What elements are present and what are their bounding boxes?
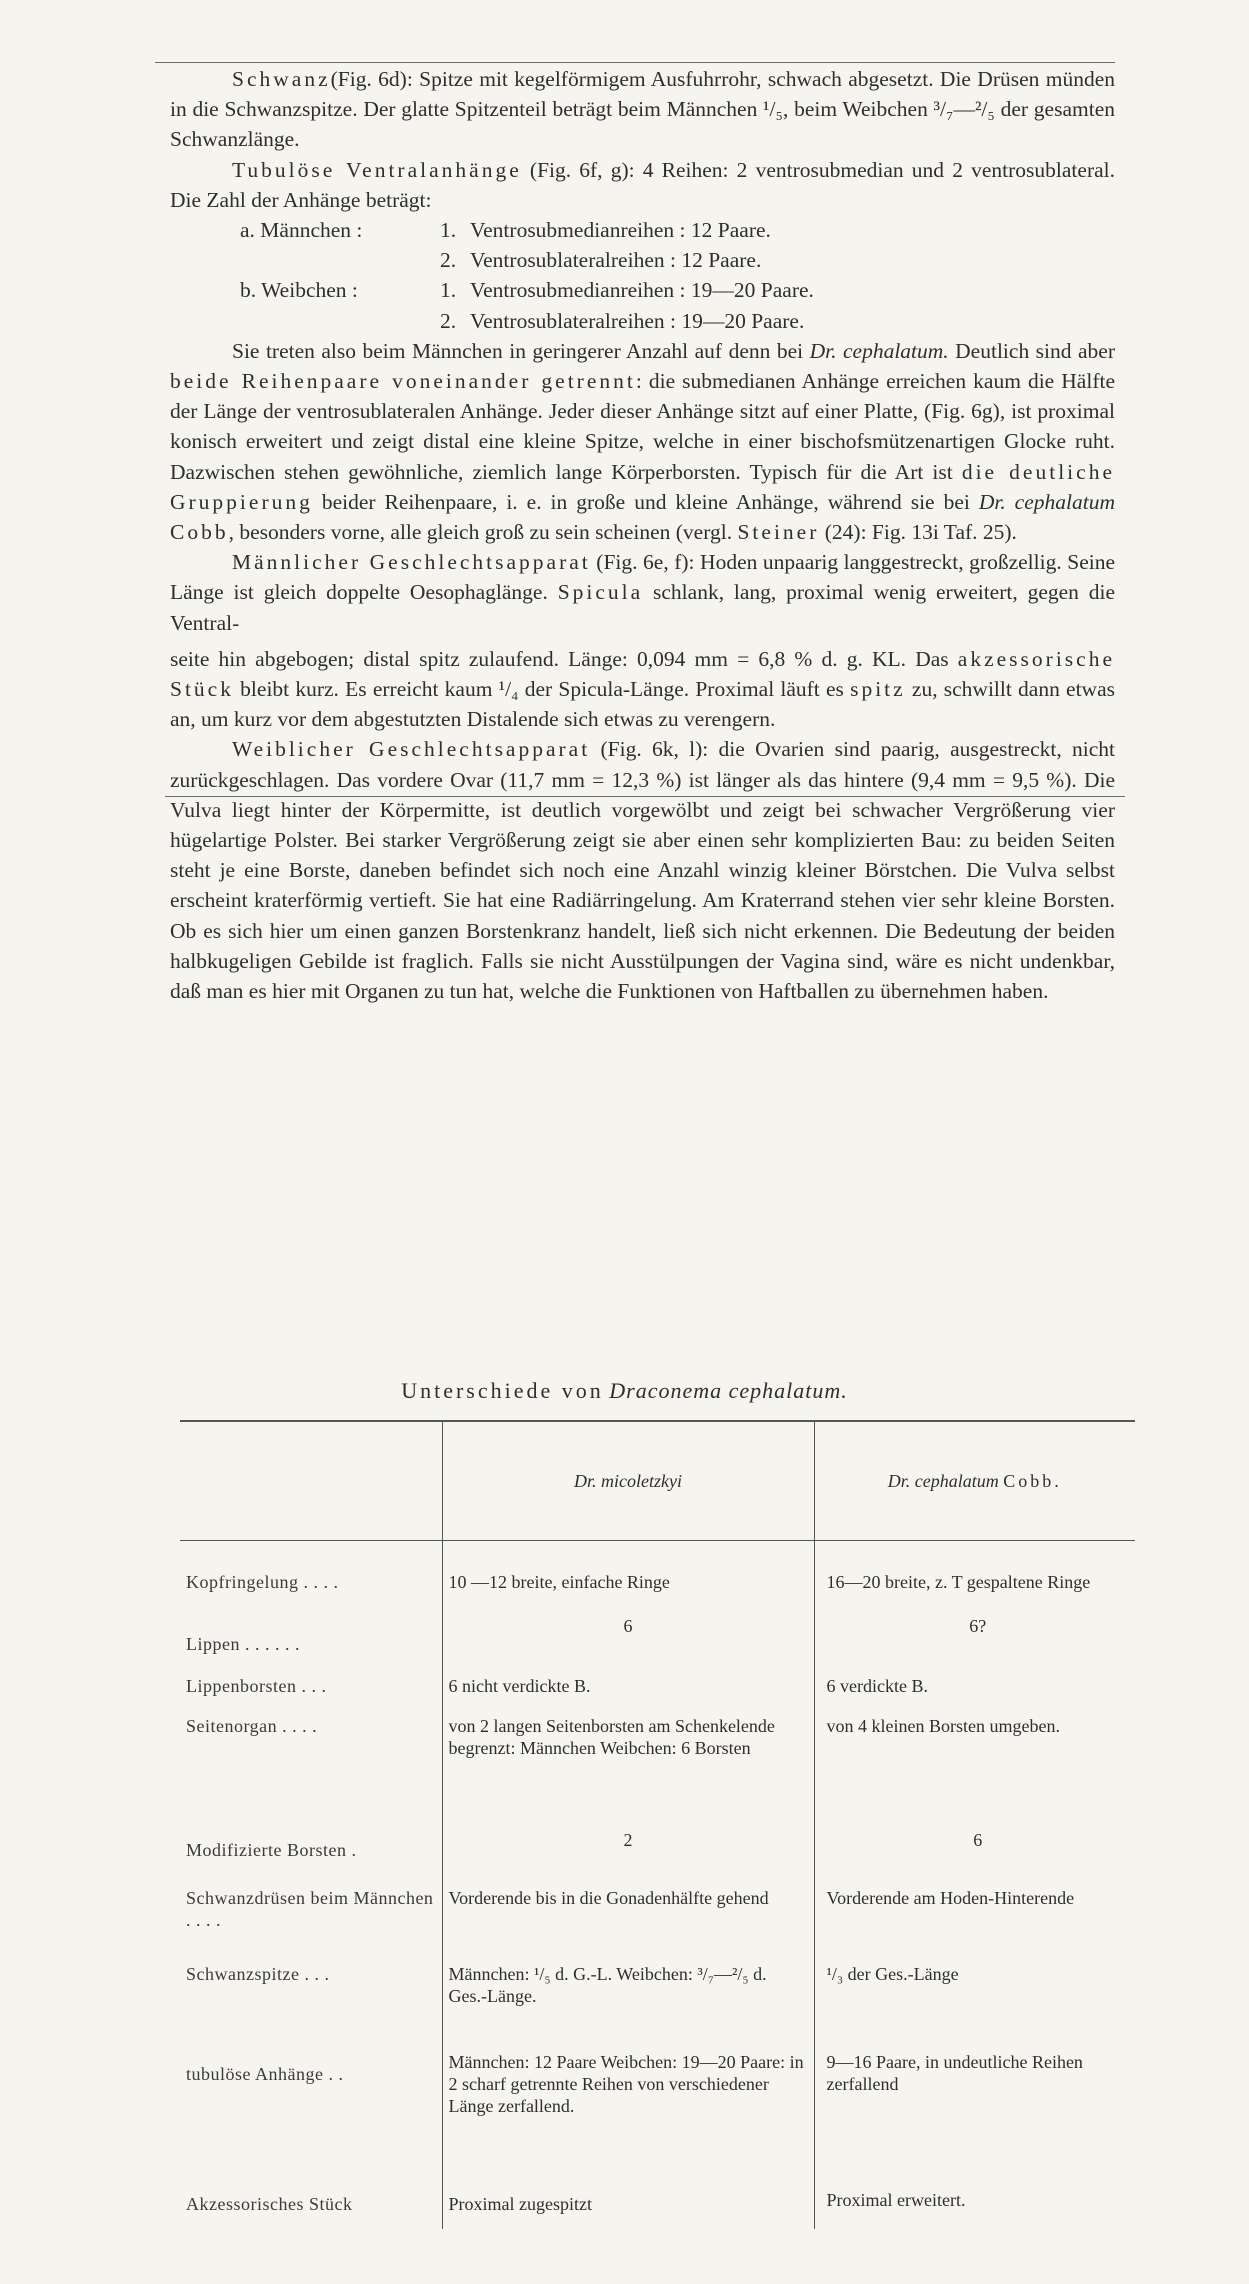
table-header-row — [180, 1421, 1135, 1541]
figure-ref: (Fig. 6d) — [330, 67, 407, 91]
cell-micoletzkyi: 10 —12 breite, einfache Ringe — [442, 1541, 814, 1611]
cell-micoletzkyi: Männchen: ¹/₅ d. G.-L. Weibchen: ³/₇—²/₅ d. Ges.-Länge. — [442, 1953, 814, 2045]
text-run: (Fig. 6k, l): die Ovarien sind paarig, ausgestreckt, nicht zurückgeschlagen. Das vordere Ovar (11,7 mm = 12,3 %) ist länger als das hintere (9,4 mm = 9,5 %). Die Vulva liegt hinter der Körpermitte, ist deutlich vorgewölbt und zeigt bei schwacher Vergrößerung vier hügelartige Polster. Bei starker Vergrößerung zeigt sie aber einen sehr komplizierten Bau: zu beiden Seiten steht je eine Borste, daneben befindet sich noch eine Anzahl winzig kleiner Börstchen. Die Vulva selbst erscheint kraterförmig vertieft. Sie hat eine Radiärringelung. Am Kraterrand stehen vier sehr kleine Borsten. Ob es sich hier um einen ganzen Borstenkranz handelt, ließ sich nicht erkennen. Die Bedeutung der beiden halbkugeligen Gebilde ist fraglich. Falls sie nicht Ausstülpungen der Vagina sind, wäre es nicht undenkbar, daß man es hier mit Organen zu tun hat, welche die Funktionen von Haftballen zu übernehmen haben. — [170, 737, 1115, 1004]
paragraph-tubulose — [170, 155, 1115, 215]
table-row — [180, 1541, 1135, 1611]
row-label: Lippen . . . . . . — [186, 1633, 300, 1654]
list-item-row: Ventrosublateralreihen : 19—20 Paare. — [470, 308, 805, 333]
cell-micoletzkyi: 6 — [442, 1611, 814, 1663]
cell-cephalatum: Proximal erweitert. — [814, 2185, 1135, 2229]
table-row — [180, 2045, 1135, 2185]
cell-micoletzkyi: Männchen: 12 Paare Weibchen: 19—20 Paare: in 2 scharf getrennte Reihen von verschiedener Länge zerfallend. — [442, 2045, 814, 2185]
table-caption — [0, 1378, 1249, 1404]
list-item-number: 1. — [440, 218, 457, 243]
paragraph-sie — [170, 336, 1115, 547]
paragraph-seite — [170, 644, 1115, 735]
list-item-sex: b. Weibchen : — [240, 278, 358, 303]
table-row — [180, 1873, 1135, 1953]
row-label: Seitenorgan . . . . — [186, 1715, 318, 1736]
heading-weiblich: Weiblicher Geschlechtsapparat — [232, 737, 591, 762]
cell-micoletzkyi: Vorderende bis in die Gonadenhälfte gehend — [442, 1873, 814, 1953]
taxon-name: Dr. cephalatum — [978, 489, 1115, 514]
list-item-number: 1. — [440, 278, 457, 303]
row-label: Schwanzdrüsen beim Männchen . . . . — [186, 1887, 434, 1930]
list-item-row: Ventrosubmedianreihen : 12 Paare. — [470, 218, 771, 243]
text-run: bleibt kurz. Es erreicht kaum ¹/₄ der Spicula-Länge. Proximal läuft es — [233, 677, 851, 702]
cell-micoletzkyi: Proximal zugespitzt — [442, 2185, 814, 2229]
header-cephalatum-author: Cobb. — [1003, 1471, 1062, 1491]
paragraph-tubulose-text: (Fig. 6f, g): 4 Reihen: 2 ventrosubmedian und 2 ventrosublateral. Die Zahl der Anhänge beträgt: — [170, 157, 1115, 212]
paragraph-maennlich — [170, 547, 1115, 638]
cell-cephalatum: 6 — [814, 1825, 1135, 1873]
row-label: Lippenborsten . . . — [186, 1675, 327, 1696]
heading-maennlich: Männlicher Geschlechtsapparat — [232, 550, 591, 575]
text-run: , besonders vorne, alle gleich groß zu sein scheinen (vergl. — [228, 520, 738, 545]
list-item-number: 2. — [440, 308, 457, 333]
list-item-sex — [240, 306, 440, 336]
list-item-number: 2. — [440, 248, 457, 273]
list-item-row: Ventrosublateralreihen : 12 Paare. — [470, 248, 762, 273]
list-item-row: Ventrosubmedianreihen : 19—20 Paare. — [470, 278, 814, 303]
citation-author: Steiner — [737, 520, 820, 545]
row-label: tubulöse Anhänge . . — [186, 2063, 344, 2084]
caption-label: Unterschiede von — [401, 1378, 604, 1403]
text-run: Deutlich sind aber — [948, 338, 1115, 363]
appendage-count-list — [170, 215, 1115, 336]
cell-cephalatum: 6 verdickte B. — [814, 1663, 1135, 1705]
table-row — [180, 1611, 1135, 1663]
underline-rule — [165, 796, 1125, 797]
list-item-sex — [240, 245, 440, 275]
emphasis-text: die deutliche Gruppierung — [170, 459, 1115, 514]
cell-cephalatum: 16—20 breite, z. T gespaltene Ringe — [814, 1541, 1135, 1611]
row-label: Kopfringelung . . . . — [186, 1572, 339, 1592]
table-row — [180, 1825, 1135, 1873]
text-run: zu, schwillt dann etwas an, um kurz vor dem abgestutzten Distalende sich etwas zu verengern. — [170, 677, 1115, 732]
header-cephalatum-taxon: Dr. cephalatum — [887, 1471, 999, 1491]
cell-cephalatum: 9—16 Paare, in undeutliche Reihen zerfallend — [814, 2045, 1135, 2185]
text-run: beider Reihenpaare, i. e. in große und kleine Anhänge, während sie bei — [312, 489, 979, 514]
cell-micoletzkyi: 6 nicht verdickte B. — [442, 1663, 814, 1705]
cell-cephalatum: 6? — [814, 1611, 1135, 1663]
taxon-name: Dr. cephalatum. — [809, 338, 949, 363]
text-run: Sie treten also beim Männchen in geringerer Anzahl auf denn bei — [232, 338, 810, 363]
text-run: : die submedianen Anhänge erreichen kaum die Hälfte der Länge der ventrosublateralen Anhänge. Jeder dieser Anhänge sitzt auf einer Platte, (Fig. 6g), ist proximal konisch erweitert und zeigt distal eine kleine Spitze, welche in einer bischofsmützenartigen Glocke ruht. Dazwischen stehen gewöhnliche, ziemlich lange Körperborsten. Typisch für die Art ist — [170, 369, 1115, 484]
text-run: schlank, lang, proximal wenig erweitert, gegen die Ventral- — [170, 580, 1115, 635]
text-run: (Fig. 6e, f): Hoden unpaarig langgestreckt, großzellig. Seine Länge ist gleich doppelte Oesophaglänge. — [170, 550, 1116, 605]
row-label: Akzessorisches Stück — [186, 2193, 353, 2214]
caption-taxon: Draconema cephalatum. — [609, 1378, 848, 1403]
body-text — [170, 64, 1115, 1006]
author-name: Cobb — [170, 520, 229, 545]
paragraph-schwanz-text: : Spitze mit kegelförmigem Ausfuhrrohr, schwach abgesetzt. Die Drüsen münden in die Schwanzspitze. Der glatte Spitzenteil beträgt beim Männchen ¹/₅, beim Weibchen ³/₇—²/₅ der gesamten Schwanzlänge. — [170, 67, 1116, 152]
row-label: Modifizierte Borsten . — [186, 1839, 357, 1860]
table-row — [180, 2185, 1135, 2229]
differences-table — [180, 1420, 1135, 2229]
paragraph-weiblich — [170, 734, 1115, 1006]
cell-cephalatum: ¹/₃ der Ges.-Länge — [814, 1953, 1135, 2045]
table-row — [180, 1705, 1135, 1825]
text-run: (24): Fig. 13i Taf. 25). — [819, 520, 1017, 545]
text-run: seite hin abgebogen; distal spitz zulaufend. Länge: 0,094 mm = 6,8 % d. g. KL. Das — [170, 646, 958, 671]
paragraph-schwanz — [170, 64, 1115, 155]
cell-cephalatum: Vorderende am Hoden-Hinterende — [814, 1873, 1135, 1953]
emphasis-text: Spicula — [557, 580, 644, 605]
list-item-sex: a. Männchen : — [240, 218, 363, 243]
row-label: Schwanzspitze . . . — [186, 1963, 330, 1984]
header-micoletzkyi: Dr. micoletzkyi — [442, 1421, 814, 1541]
cell-micoletzkyi: von 2 langen Seitenborsten am Schenkelende begrenzt: Männchen Weibchen: 6 Borsten — [442, 1705, 814, 1825]
top-rule — [155, 62, 1115, 63]
table-row — [180, 1953, 1135, 2045]
table-row — [180, 1663, 1135, 1705]
cell-cephalatum: von 4 kleinen Borsten umgeben. — [814, 1705, 1135, 1825]
header-cephalatum — [814, 1421, 1135, 1541]
cell-micoletzkyi: 2 — [442, 1825, 814, 1873]
emphasis-text: akzessorische Stück — [170, 646, 1115, 702]
header-empty — [180, 1421, 442, 1541]
heading-schwanz: Schwanz — [232, 67, 331, 91]
heading-tubulose: Tubulöse Ventralanhänge — [232, 157, 522, 182]
emphasis-text: beide Reihenpaare voneinander getrennt — [170, 369, 636, 394]
emphasis-text: spitz — [850, 677, 906, 702]
